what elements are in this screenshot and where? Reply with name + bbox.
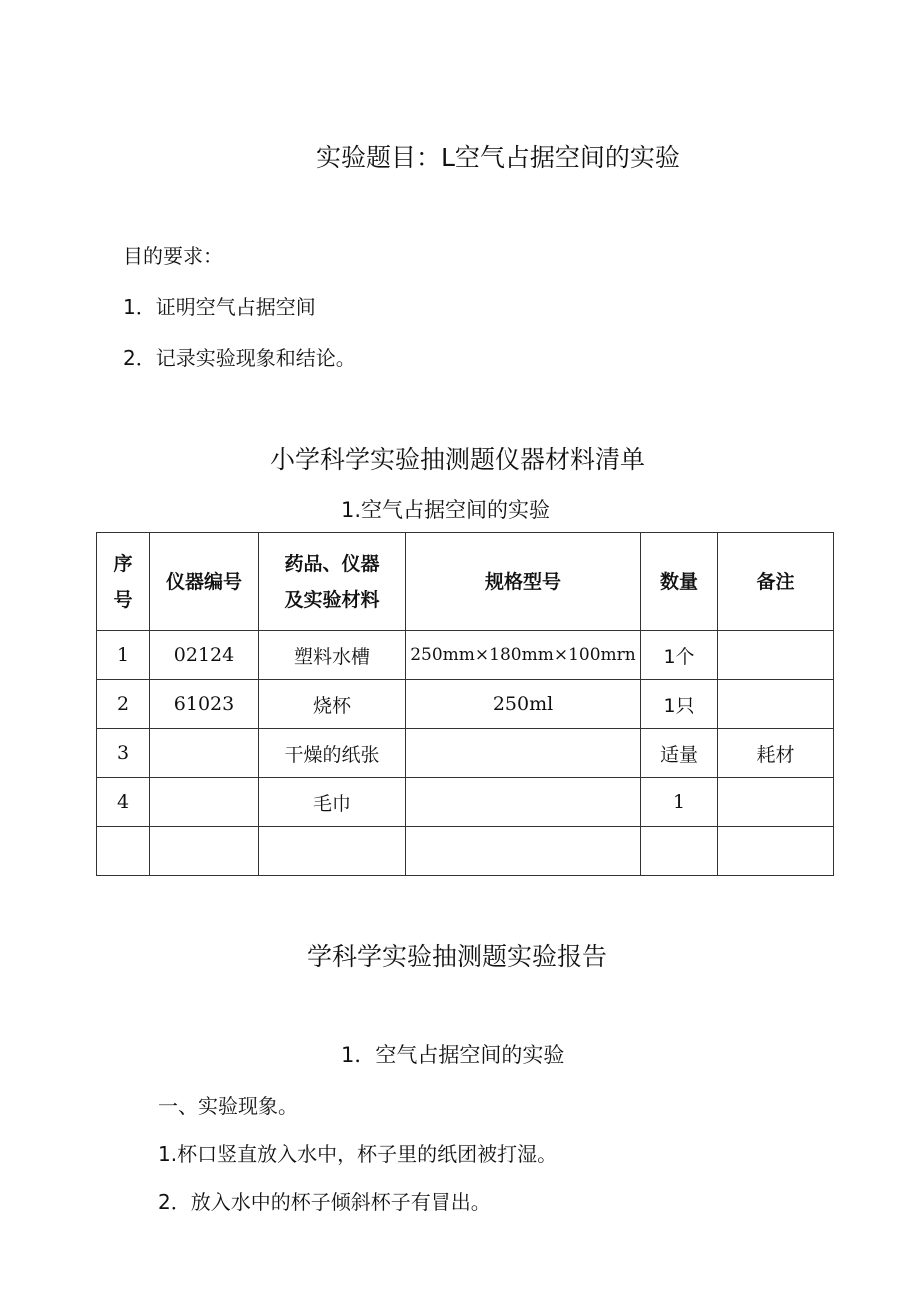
cell-seq bbox=[97, 827, 150, 876]
cell-spec bbox=[406, 778, 641, 827]
observation-heading: 一、实验现象。 bbox=[158, 1094, 298, 1118]
cell-spec bbox=[406, 827, 641, 876]
table-row bbox=[97, 680, 834, 729]
header-spec: 规格型号 bbox=[406, 533, 641, 631]
header-materials-line: 及实验材料 bbox=[284, 588, 380, 611]
materials-table bbox=[96, 532, 834, 876]
cell-qty bbox=[641, 827, 718, 876]
table-row bbox=[97, 827, 834, 876]
cell-note bbox=[718, 778, 834, 827]
cell-name bbox=[259, 827, 406, 876]
table-row bbox=[97, 729, 834, 778]
header-seq bbox=[97, 533, 150, 631]
cell-note bbox=[718, 827, 834, 876]
experiment-title: 实验题目：L空气占据空间的实验 bbox=[316, 143, 680, 172]
cell-note bbox=[718, 631, 834, 680]
cell-seq: 2 bbox=[97, 680, 150, 729]
header-qty: 数量 bbox=[641, 533, 718, 631]
cell-spec: 250mm×180mm×100mrn bbox=[406, 631, 641, 680]
header-code: 仪器编号 bbox=[150, 533, 259, 631]
cell-code bbox=[150, 827, 259, 876]
table-row bbox=[97, 631, 834, 680]
cell-name: 烧杯 bbox=[259, 680, 406, 729]
report-subtitle: 1．空气占据空间的实验 bbox=[341, 1043, 565, 1067]
materials-list-subtitle: 1.空气占据空间的实验 bbox=[341, 498, 551, 522]
cell-code: 02124 bbox=[150, 631, 259, 680]
report-title: 学科学实验抽测题实验报告 bbox=[307, 942, 608, 971]
cell-name: 毛巾 bbox=[259, 778, 406, 827]
cell-code bbox=[150, 778, 259, 827]
table-row bbox=[97, 778, 834, 827]
table-header-row bbox=[97, 533, 834, 631]
header-seq-line: 号 bbox=[113, 588, 133, 611]
cell-code: 61023 bbox=[150, 680, 259, 729]
cell-note bbox=[718, 680, 834, 729]
cell-qty: 适量 bbox=[641, 729, 718, 778]
cell-name: 干燥的纸张 bbox=[259, 729, 406, 778]
objectives-heading: 目的要求： bbox=[123, 244, 223, 268]
cell-code bbox=[150, 729, 259, 778]
objective-item: 1．证明空气占据空间 bbox=[123, 295, 316, 319]
observation-item: 2．放入水中的杯子倾斜杯子有冒出。 bbox=[158, 1190, 491, 1214]
header-materials-line: 药品、仪器 bbox=[284, 552, 380, 575]
header-note: 备注 bbox=[718, 533, 834, 631]
cell-qty: 1个 bbox=[641, 631, 718, 680]
cell-qty: 1 bbox=[641, 778, 718, 827]
header-seq-line: 序 bbox=[113, 552, 133, 575]
header-materials bbox=[259, 533, 406, 631]
cell-seq: 1 bbox=[97, 631, 150, 680]
cell-spec bbox=[406, 729, 641, 778]
cell-spec: 250ml bbox=[406, 680, 641, 729]
objective-item: 2．记录实验现象和结论。 bbox=[123, 346, 356, 370]
cell-seq: 4 bbox=[97, 778, 150, 827]
materials-list-title: 小学科学实验抽测题仪器材料清单 bbox=[270, 445, 646, 474]
cell-note: 耗材 bbox=[718, 729, 834, 778]
cell-qty: 1只 bbox=[641, 680, 718, 729]
cell-seq: 3 bbox=[97, 729, 150, 778]
observation-item: 1.杯口竖直放入水中，杯子里的纸团被打湿。 bbox=[158, 1142, 558, 1166]
cell-name: 塑料水槽 bbox=[259, 631, 406, 680]
